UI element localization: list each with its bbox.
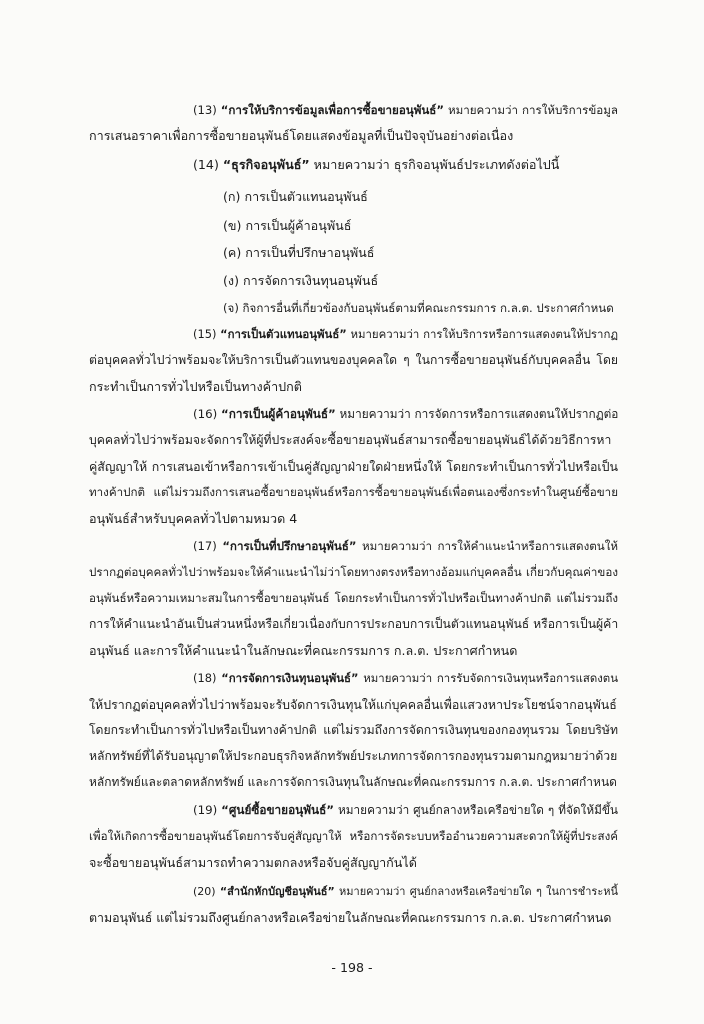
paragraph-16-line-4: ทางค้าปกติ แต่ไม่รวมถึงการเสนอซื้อขายอนุพันธ์หรือการซื้อขายอนุพันธ์เพื่อตนเองซึ่งกระทำในศูนย์ซื้อขาย: [89, 485, 618, 499]
defined-term: “การให้บริการข้อมูลเพื่อการซื้อขายอนุพันธ์”: [220, 103, 444, 117]
paragraph-17-line-4: การให้คำแนะนำอันเป็นส่วนหนึ่งหรือเกี่ยวเนื่องกับการประกอบการเป็นตัวแทนอนุพันธ์ หรือการเป็นผู้ค้า: [89, 617, 618, 631]
list-item-a: (ก) การเป็นตัวแทนอนุพันธ์: [223, 189, 368, 204]
paragraph-19-line-2: เพื่อให้เกิดการซื้อขายอนุพันธ์โดยการจับคู่สัญญาให้ หรือการจัดระบบหรืออำนวยความสะดวกให้ผู้ที่ประสงค์: [89, 829, 618, 843]
paragraph-19-line-1: (19) “ศูนย์ซื้อขายอนุพันธ์” หมายความว่า ศูนย์กลางหรือเครือข่ายใด ๆ ที่จัดให้มีขึ้น: [193, 803, 618, 817]
paragraph-15-line-3: กระทำเป็นการทั่วไปหรือเป็นทางค้าปกติ: [89, 379, 302, 394]
list-item-d: (ง) การจัดการเงินทุนอนุพันธ์: [223, 273, 379, 288]
defined-term: “การจัดการเงินทุนอนุพันธ์”: [221, 671, 359, 685]
paragraph-17-line-5: อนุพันธ์ และการให้คำแนะนำในลักษณะที่คณะกรรมการ ก.ล.ต. ประกาศกำหนด: [89, 643, 518, 658]
paragraph-13-line-2: การเสนอราคาเพื่อการซื้อขายอนุพันธ์โดยแสดงข้อมูลที่เป็นปัจจุบันอย่างต่อเนื่อง: [89, 128, 514, 143]
paragraph-17-line-3: อนุพันธ์หรือความเหมาะสมในการซื้อขายอนุพันธ์ โดยกระทำเป็นการทั่วไปหรือเป็นทางค้าปกติ แต่ไม่รวมถึง: [89, 591, 618, 605]
defined-term: “ธุรกิจอนุพันธ์”: [222, 157, 310, 172]
defined-term: “การเป็นผู้ค้าอนุพันธ์”: [220, 407, 336, 421]
paragraph-17-line-2: ปรากฏต่อบุคคลทั่วไปว่าพร้อมจะให้คำแนะนำไม่ว่าโดยทางตรงหรือทางอ้อมแก่บุคคลอื่น เกี่ยวกับคุณค่าของ: [89, 565, 618, 579]
paragraph-20-line-1: (20) “สำนักหักบัญชีอนุพันธ์” หมายความว่า ศูนย์กลางหรือเครือข่ายใด ๆ ในการชำระหนี้: [193, 885, 618, 898]
paragraph-18-line-2: ให้ปรากฏต่อบุคคลทั่วไปว่าพร้อมจะรับจัดการเงินทุนให้แก่บุคคลอื่นเพื่อแสวงหาประโยชน์จากอนุพันธ์: [89, 697, 617, 712]
paragraph-16-line-5: อนุพันธ์สำหรับบุคคลทั่วไปตามหมวด 4: [89, 511, 298, 526]
paragraph-13-line-1: (13) “การให้บริการข้อมูลเพื่อการซื้อขายอนุพันธ์” หมายความว่า การให้บริการข้อมูล: [193, 103, 618, 117]
paragraph-14-line-1: (14) “ธุรกิจอนุพันธ์” หมายความว่า ธุรกิจอนุพันธ์ประเภทดังต่อไปนี้: [193, 157, 560, 172]
paragraph-15-line-2: ต่อบุคคลทั่วไปว่าพร้อมจะให้บริการเป็นตัวแทนของบุคคลใด ๆ ในการซื้อขายอนุพันธ์กับบุคคลอื่น โดย: [89, 353, 618, 367]
page-number: - 198 -: [331, 960, 373, 975]
paragraph-20-line-2: ตามอนุพันธ์ แต่ไม่รวมถึงศูนย์กลางหรือเครือข่ายในลักษณะที่คณะกรรมการ ก.ล.ต. ประกาศกำหนด: [89, 910, 612, 925]
paragraph-16-line-3: คู่สัญญาให้ การเสนอเข้าหรือการเข้าเป็นคู่สัญญาฝ่ายใดฝ่ายหนึ่งให้ โดยกระทำเป็นการทั่วไปหรือเป็น: [89, 459, 618, 474]
paragraph-18-line-1: (18) “การจัดการเงินทุนอนุพันธ์” หมายความว่า การรับจัดการเงินทุนหรือการแสดงตน: [193, 671, 618, 685]
list-item-e: (จ) กิจการอื่นที่เกี่ยวข้องกับอนุพันธ์ตามที่คณะกรรมการ ก.ล.ต. ประกาศกำหนด: [223, 301, 614, 315]
paragraph-17-line-1: (17) “การเป็นที่ปรึกษาอนุพันธ์” หมายความว่า การให้คำแนะนำหรือการแสดงตนให้: [193, 539, 618, 553]
paragraph-16-line-2: บุคคลทั่วไปว่าพร้อมจะจัดการให้ผู้ที่ประสงค์จะซื้อขายอนุพันธ์สามารถซื้อขายอนุพันธ์ได้ด้วยวิธีการหา: [89, 433, 612, 447]
paragraph-18-line-4: หลักทรัพย์ที่ได้รับอนุญาตให้ประกอบธุรกิจหลักทรัพย์ประเภทการจัดการกองทุนรวมตามกฎหมายว่าด้วย: [89, 749, 618, 763]
defined-term: “การเป็นที่ปรึกษาอนุพันธ์”: [222, 539, 357, 553]
paragraph-18-line-5: หลักทรัพย์และตลาดหลักทรัพย์ และการจัดการเงินทุนในลักษณะที่คณะกรรมการ ก.ล.ต. ประกาศกำหนด: [89, 775, 617, 789]
defined-term: “การเป็นตัวแทนอนุพันธ์”: [220, 327, 347, 341]
defined-term: “สำนักหักบัญชีอนุพันธ์”: [219, 885, 335, 898]
list-item-c: (ค) การเป็นที่ปรึกษาอนุพันธ์: [223, 245, 375, 260]
defined-term: “ศูนย์ซื้อขายอนุพันธ์”: [221, 803, 335, 817]
paragraph-16-line-1: (16) “การเป็นผู้ค้าอนุพันธ์” หมายความว่า การจัดการหรือการแสดงตนให้ปรากฏต่อ: [193, 407, 618, 421]
paragraph-19-line-3: จะซื้อขายอนุพันธ์สามารถทำความตกลงหรือจับคู่สัญญากันได้: [89, 855, 417, 870]
paragraph-18-line-3: โดยกระทำเป็นการทั่วไปหรือเป็นทางค้าปกติ แต่ไม่รวมถึงการจัดการเงินทุนของกองทุนรวม โดยบริษัท: [89, 723, 618, 737]
paragraph-15-line-1: (15) “การเป็นตัวแทนอนุพันธ์” หมายความว่า การให้บริการหรือการแสดงตนให้ปรากฏ: [193, 327, 618, 341]
list-item-b: (ข) การเป็นผู้ค้าอนุพันธ์: [223, 218, 352, 233]
